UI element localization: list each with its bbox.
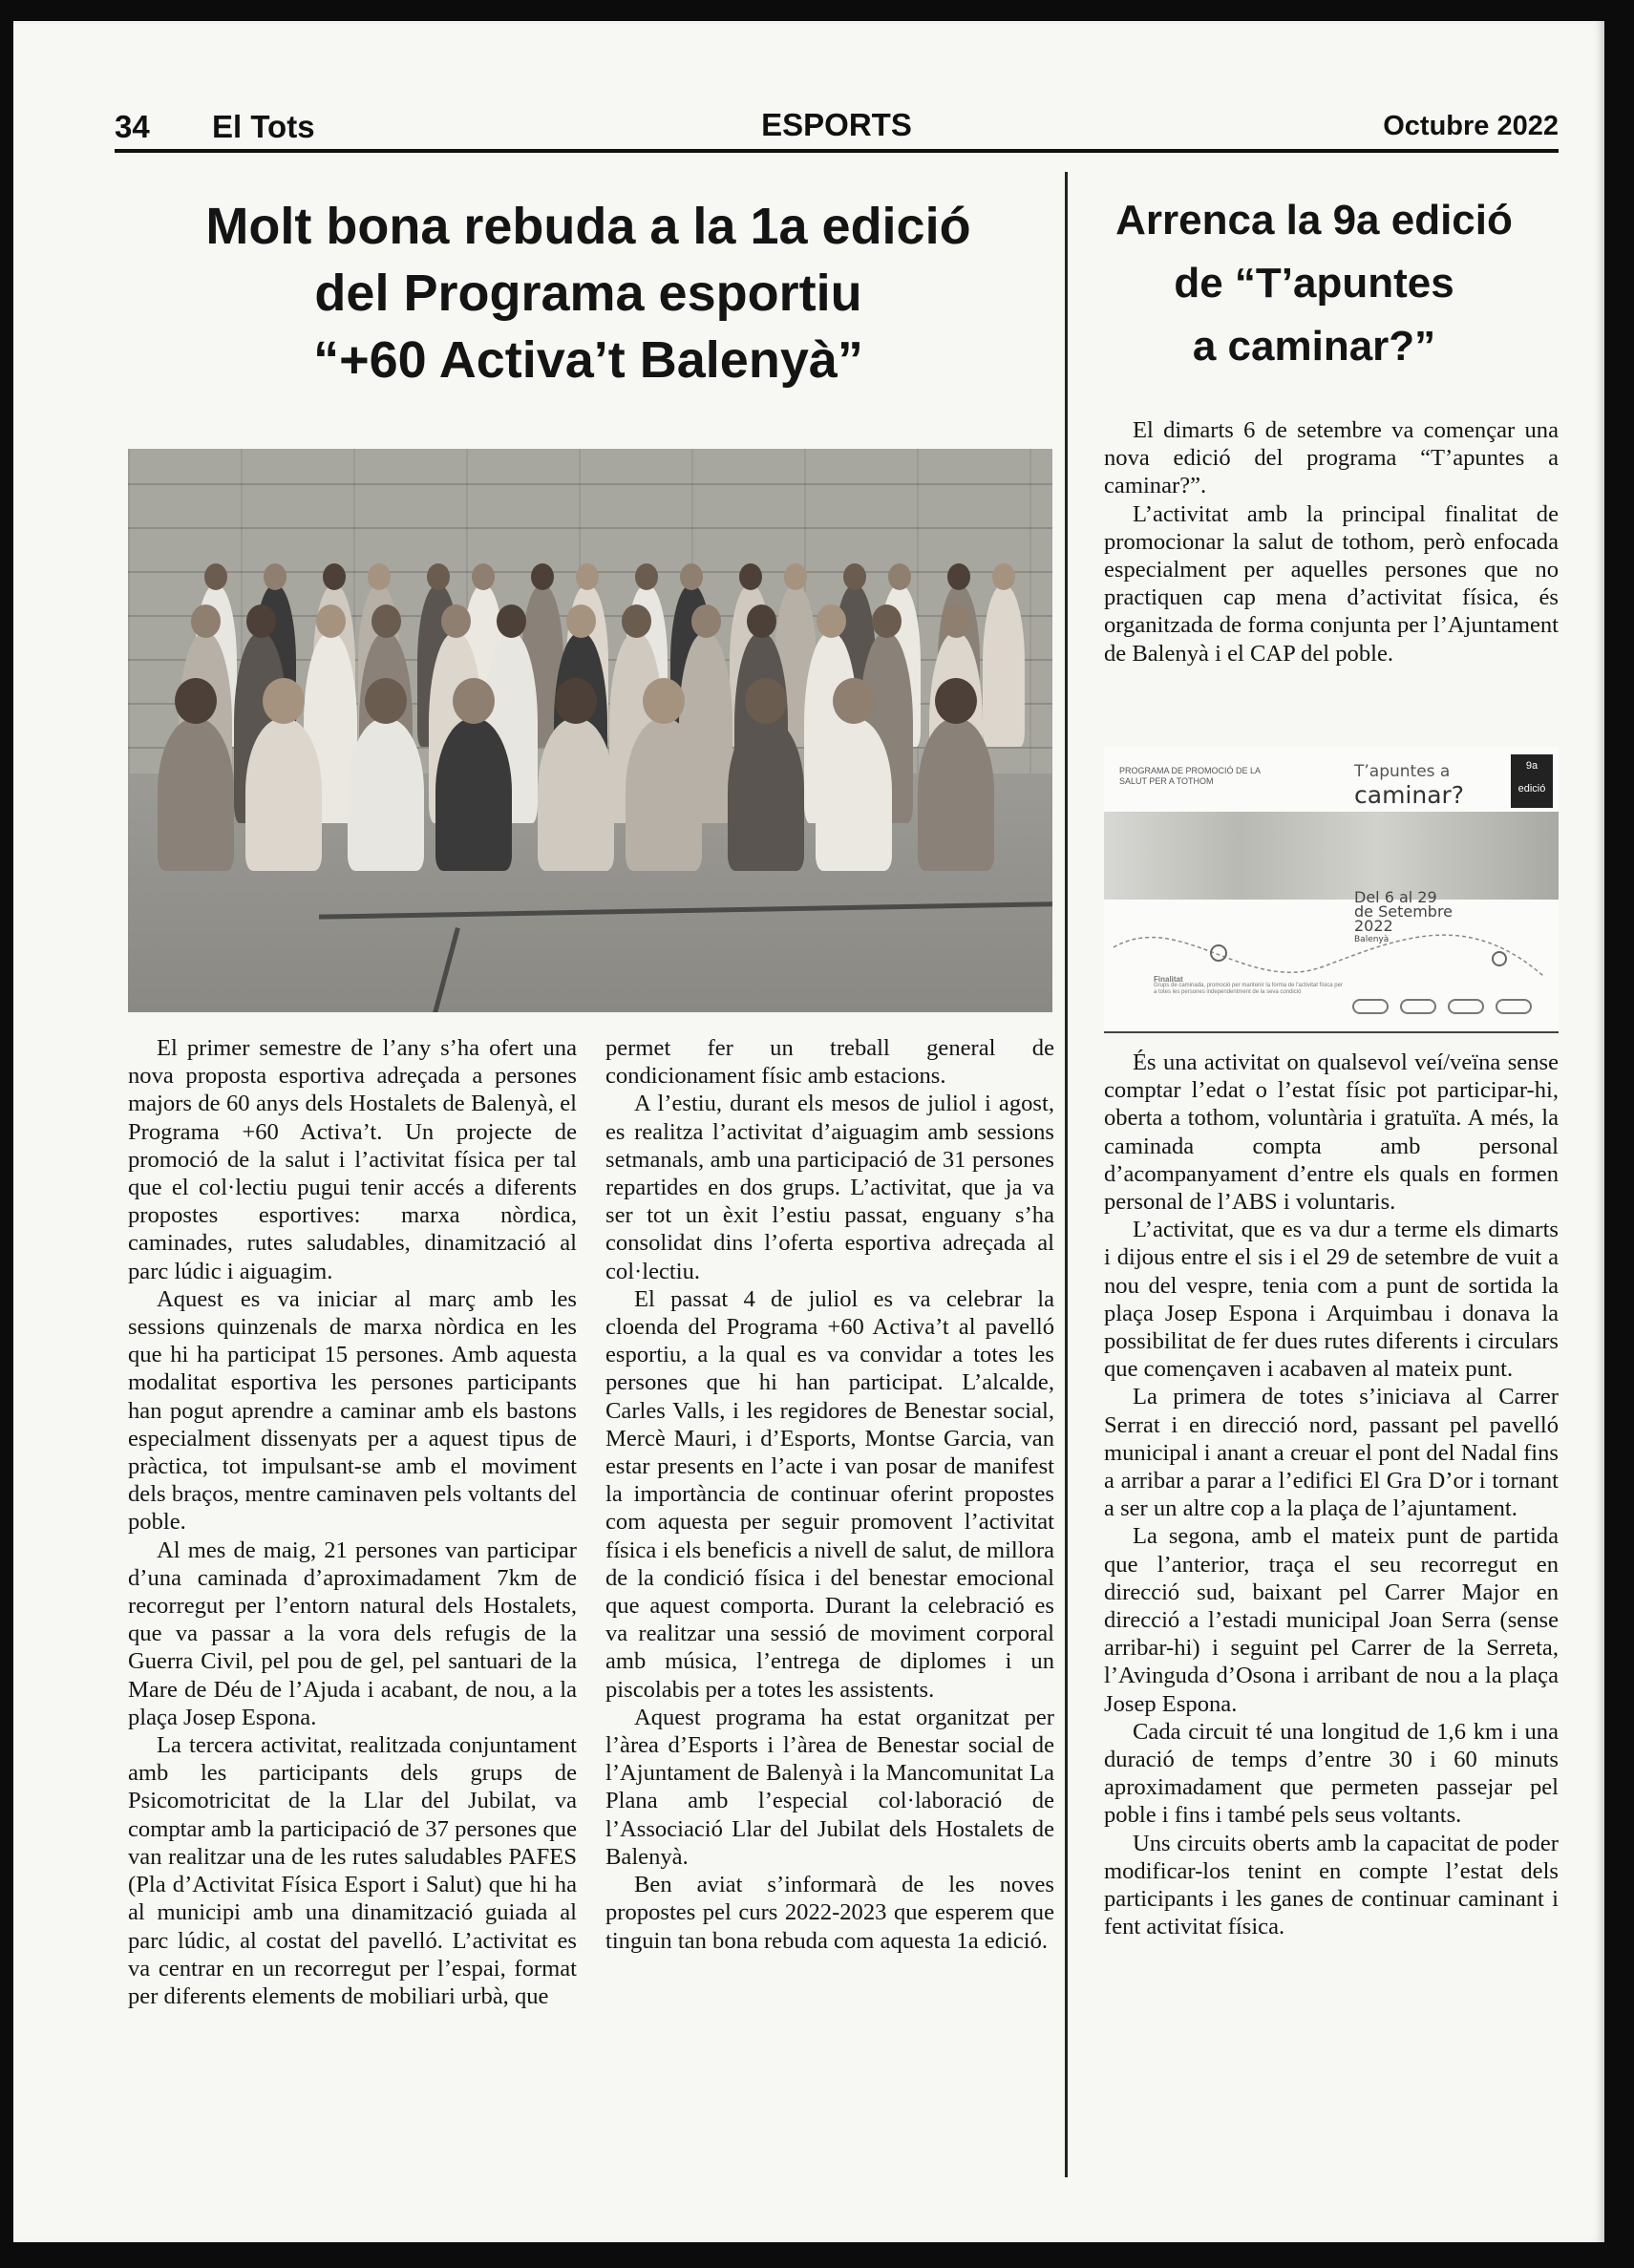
poster-note: Finalitat Grups de caminada, promoció per mantenir la forma de l'activitat física per a totes les persones independentment de la seva condició: [1154, 975, 1343, 995]
left-article-column-1: El primer semestre de l’any s’ha ofert una nova proposta esportiva adreçada a persones majors de 60 anys dels Hostalets de Balenyà, el Programa +60 Activa’t. Un projecte de promoció de la salut i l’activitat física per tal que el col·lectiu pugui tenir accés a diferents propostes esportives: marxa nòrdica, caminades, rutes saludables, dinamització al parc lúdic i aiguagim. Aquest es va iniciar al març amb les sessions quinzenals de marxa nòrdica en les que hi ha participat 15 persones. Amb aquesta modalitat esportiva les persones participants han pogut aprendre a caminar amb els bastons especialment dissenyats per a aquest tipus de pràctica, tot impulsant-se amb el moviment dels braços, mentre caminaven pels voltants del poble. Al mes de maig, 21 persones van participar d’una caminada d’aproximadament 7km de recorregut per l’entorn natural dels Hostalets, que va passar a la vora dels refugis de la Guerra Civil, pel pou de gel, pel santuari de la Mare de Déu de l’Ajuda i acabant, de nou, a la plaça Josep Espona. La tercera activitat, realitzada conjuntament amb les participants dels grups de Psicomotricitat de la Llar del Jubilat, va comptar amb la participació de 37 persones que van realitzar una de les rutes saludables PAFES (Pla d’Activitat Física Esport i Salut) que hi ha al municipi amb una dinamització guiada al parc lúdic, al costat del pavelló. L’activitat es va centrar en un recorregut per l’espai, format per diferents elements de mobiliari urbà, que: [128, 1035, 577, 2009]
walkers-photo: [1104, 812, 1559, 900]
newspaper-page: [13, 21, 1604, 2242]
edition-badge: 9a edició: [1511, 754, 1553, 808]
poster-tagline: PROGRAMA DE PROMOCIÓ DE LA SALUT PER A TOTHOM: [1119, 766, 1261, 786]
column-divider: [1065, 172, 1068, 2177]
group-photo: [128, 449, 1052, 1012]
issue-date: Octubre 2022: [1383, 111, 1559, 141]
poster-dates: Del 6 al 29 de Setembre 2022 Balenyà: [1354, 888, 1454, 944]
publication-name: El Tots: [212, 109, 315, 144]
right-article-body: És una activitat on qualsevol veí/veïna sense comptar l’edat o l’estat físic pot participar-hi, oberta a tothom, voluntària i gratuïta. A més, la caminada compta amb personal d’acompanyament d’entre els quals en formen personal de l’ABS i voluntaris. L’activitat, que es va dur a terme els dimarts i dijous entre el sis i el 29 de setembre de vuit a nou del vespre, tenia com a punt de sortida la plaça Josep Espona i Arquimbau i donava la possibilitat de fer dues rutes diferents i circulars que començaven i acabaven al mateix punt. La primera de totes s’iniciava al Carrer Serrat i en direcció nord, passant pel pavelló municipal i anant a creuar el pont del Nadal fins a arribar a parar a l’edifici El Gra D’or i tornant a ser un altre cop a la plaça de l’ajuntament. La segona, amb el mateix punt de partida que l’anterior, traça el seu recorregut en direcció sud, baixant pel Carrer Major en direcció a l’estadi municipal Joan Serra (sense arribar-hi) i seguint pel Carrer de la Serreta, l’Avinguda d’Osona i arribant de nou a la plaça Josep Espona. Cada circuit té una longitud de 1,6 km i una duració de temps d’entre 30 i 60 minuts aproximadament que permeten passejar pel poble i fins i també pels seus voltants. Uns circuits oberts amb la capacitat de poder modificar-los tenint en compte l’estat dels participants i les ganes de continuar caminant i fent activitat física.: [1104, 1049, 1559, 1940]
sponsor-logos: [1352, 999, 1532, 1014]
left-article-column-2: permet fer un treball general de condicionament físic amb estacions. A l’estiu, durant els mesos de juliol i agost, es realitza l’activitat d’aiguagim amb sessions setmanals, amb una participació de 31 persones repartides en dos grups. L’activitat, que ja va ser tot un èxit l’estiu passat, enguany s’ha consolidat dins l’oferta esportiva adreçada al col·lectiu. El passat 4 de juliol es va celebrar la cloenda del Programa +60 Activa’t al pavelló esportiu, a la qual es va convidar a totes les persones que hi han participat. L’alcalde, Carles Valls, i les regidores de Benestar social, Mercè Mauri, i d’Esports, Montse Garcia, van estar presents en l’acte i van posar de manifest la importància de continuar oferint propostes com aquesta per seguir promovent l’activitat física i els beneficis a nivell de salut, de millora de la condició física i del benestar emocional que aquest comporta. Durant la celebració es va realitzar una sessió de moviment corporal amb música, l’entrega de diplomes i un piscolabis per a totes les assistents. Aquest programa ha estat organitzat per l’àrea d’Esports i l’àrea de Benestar social de l’Ajuntament de Balenyà i la Mancomunitat La Plana amb l’especial col·laboració de l’Associació Llar del Jubilat dels Hostalets de Balenyà. Ben aviat s’informarà de les noves propostes pel curs 2022-2023 que esperem que tinguin tan bona rebuda com aquesta 1a edició.: [605, 1035, 1054, 1954]
right-article-headline: Arrenca la 9a edició de “T’apuntes a caminar?”: [1115, 197, 1513, 370]
page-header: [115, 90, 1559, 153]
poster-title: T’apuntes a caminar?: [1354, 762, 1465, 809]
left-article-headline: Molt bona rebuda a la 1a edició del Programa esportiu “+60 Activa’t Balenyà”: [205, 198, 971, 389]
event-poster: [1104, 747, 1559, 1033]
right-article-intro: El dimarts 6 de setembre va començar una nova edició del programa “T’apuntes a caminar?”. L’activitat amb la principal finalitat de promocionar la salut de tothom, però enfocada especialment per aquelles persones que no practiquen cap mena d’activitat física, és organitzada de forma conjunta per l’Ajuntament de Balenyà i el CAP del poble.: [1104, 417, 1559, 667]
page-number: 34: [115, 109, 150, 144]
section-title: ESPORTS: [761, 107, 912, 142]
